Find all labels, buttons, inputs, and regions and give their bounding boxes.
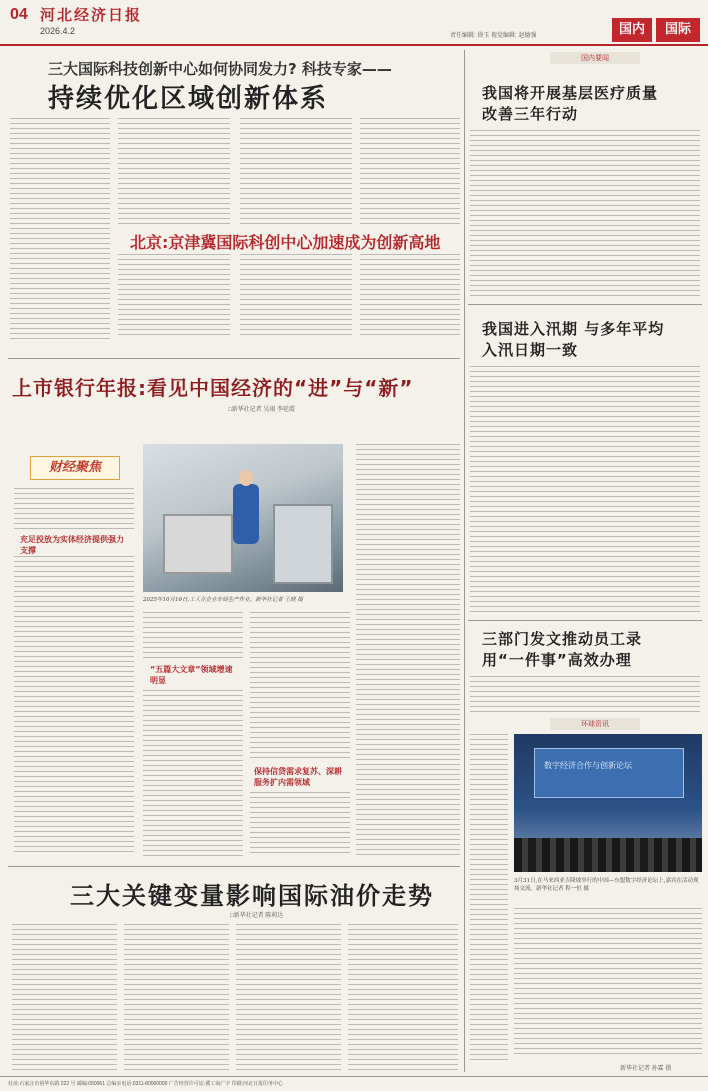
article1-body-col2 (118, 118, 230, 226)
forum-photo-caption: 3月31日,在马来西亚吉隆坡举行的中国—东盟数字经济论坛上,嘉宾在活动现场交流。新华社记者 程一恒 摄 (514, 878, 699, 892)
article1-body-col5 (118, 254, 230, 338)
article1-body-col7 (360, 254, 460, 338)
photo-machine (163, 514, 233, 574)
sidebar-story2-body (470, 366, 700, 616)
photo-screen-text: 数字经济合作与创新论坛 (544, 761, 632, 770)
article3-body-col1 (12, 924, 117, 1070)
page-number: 04 (10, 6, 28, 23)
divider (8, 358, 460, 359)
article1-subtitle: 北京:京津冀国际科创中心加速成为创新高地 (130, 233, 441, 252)
sidebar-story4-body2 (514, 908, 702, 1058)
article1-body-col1 (10, 118, 110, 340)
article2-body-col3 (250, 612, 350, 762)
section-tag-domestic[interactable]: 国内 (612, 18, 652, 42)
sidebar-story1-body (470, 130, 700, 300)
photo-worker (233, 484, 259, 544)
article3-byline: □新华社记者 陈莉达 (230, 913, 284, 919)
sidebar-story4-body (470, 734, 508, 1064)
sidebar-story3-title[interactable]: 三部门发文推动员工录用“一件事”高效办理 (482, 630, 643, 669)
article2-subhead2: “五篇大文章”领域增速明显 (150, 665, 233, 685)
divider (468, 304, 702, 305)
masthead: 河北经济日报 (40, 6, 143, 24)
photo-crowd (514, 838, 702, 872)
article2-body-col4 (356, 444, 460, 856)
photo-worker-head (239, 470, 253, 486)
page-footer: 社址:石家庄市裕华东路 222 号 邮编:050061 总编室电话:0311-80000000 广告经营许可证:冀工商广字 印刷:河北日报印务中心 (0, 1076, 708, 1091)
article3-title[interactable]: 三大关键变量影响国际油价走势 (70, 882, 434, 910)
factory-photo (143, 444, 343, 592)
finance-badge: 财经聚焦 (30, 456, 120, 480)
article3-body-col4 (348, 924, 458, 1070)
article2-body-col1a (14, 488, 134, 530)
page-header (0, 0, 708, 46)
article3-body-col3 (236, 924, 341, 1070)
domestic-news-banner: 国内要闻 (550, 52, 640, 64)
photo-machine-2 (273, 504, 333, 584)
article2-body-col2 (143, 612, 243, 660)
photo-caption: 2025年10月16日,工人在企业车间生产作业。新华社记者 王晓 摄 (143, 597, 303, 603)
article1-body-col4 (360, 118, 460, 226)
divider (8, 866, 460, 867)
article2-title[interactable]: 上市银行年报:看见中国经济的“进”与“新” (12, 376, 414, 400)
article1-body-col3 (240, 118, 352, 226)
article1-kicker: 三大国际科技创新中心如何协同发力? 科技专家—— (48, 60, 392, 78)
article2-byline: □新华社记者 吴雨 李延霞 (228, 407, 295, 413)
sidebar-story1-title[interactable]: 我国将开展基层医疗质量改善三年行动 (482, 84, 659, 123)
issue-date: 2026.4.2 (40, 26, 76, 36)
world-news-banner: 环球资讯 (550, 718, 640, 730)
column-divider (464, 50, 465, 1072)
article2-body-col2b (143, 690, 243, 856)
sidebar-story3-body (470, 676, 700, 712)
article2-body-col1b (14, 556, 134, 856)
divider (468, 620, 702, 621)
sidebar-photo-credit: 新华社记者 孙霖 摄 (620, 1066, 672, 1072)
sidebar-story2-title[interactable]: 我国进入汛期 与多年平均入汛日期一致 (482, 320, 665, 359)
photo-stage-screen (534, 748, 684, 798)
article2-subhead3: 保持信贷需求复苏、深耕服务扩内需领域 (254, 767, 342, 787)
editor-credits: 责任编辑: 徐玉 视觉编辑: 赵德强 (450, 33, 537, 39)
forum-photo (514, 734, 702, 872)
article2-body-col3b (250, 792, 350, 856)
article1-body-col6 (240, 254, 352, 338)
article1-title[interactable]: 持续优化区域创新体系 (48, 84, 329, 114)
article2-subhead1: 充足投放为实体经济提供强力支撑 (20, 535, 124, 555)
section-tag-international[interactable]: 国际 (656, 18, 700, 42)
article3-body-col2 (124, 924, 229, 1070)
